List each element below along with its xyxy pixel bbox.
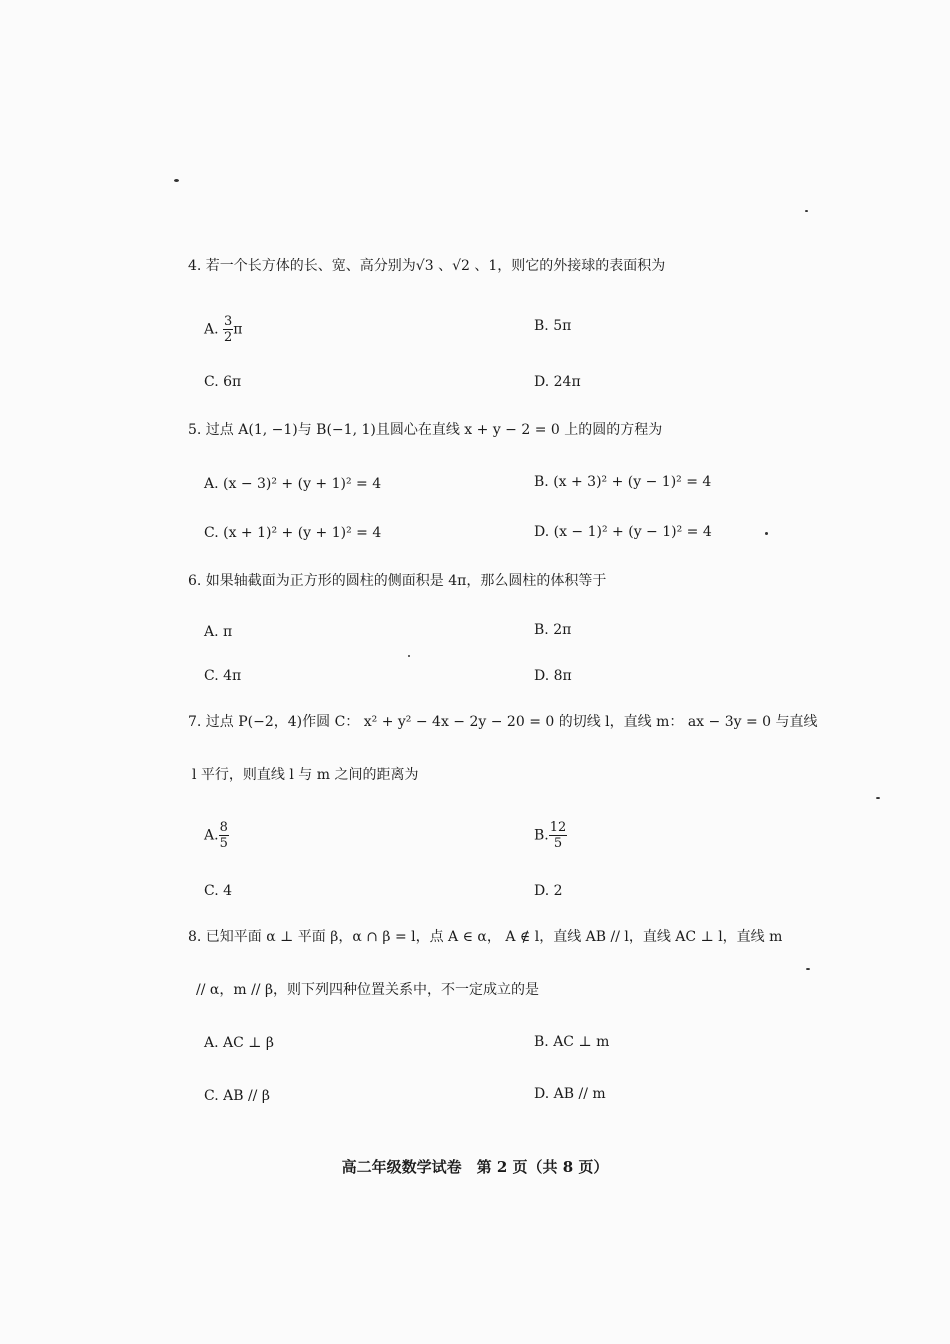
scan-speck [174, 179, 179, 182]
question-5-option-a: A. (x − 3)² + (y + 1)² = 4 [204, 476, 382, 492]
question-4-option-d: D. 24π [534, 374, 581, 390]
scan-speck [876, 797, 880, 799]
question-8-option-c: C. AB // β [204, 1088, 270, 1104]
question-8-option-a: A. AC ⊥ β [204, 1035, 274, 1051]
question-7-option-a [204, 820, 229, 851]
option-label: A. [204, 827, 219, 844]
denominator: 5 [219, 836, 228, 851]
scan-speck [806, 968, 810, 970]
question-4-option-c: C. 6π [204, 374, 242, 390]
question-8-option-d: D. AB // m [534, 1086, 606, 1102]
question-7-stem-continued: l 平行，则直线 l 与 m 之间的距离为 [192, 767, 419, 783]
fraction [223, 314, 233, 345]
option-label: A. [204, 321, 219, 338]
denominator: 5 [553, 836, 563, 851]
option-tail: π [233, 321, 243, 338]
question-7-option-c: C. 4 [204, 883, 233, 899]
numerator: 8 [219, 820, 228, 835]
fraction [549, 820, 568, 851]
question-7-option-d: D. 2 [534, 883, 563, 899]
question-8-option-b: B. AC ⊥ m [534, 1034, 610, 1050]
scan-speck [765, 532, 768, 535]
fraction [219, 820, 229, 851]
scan-speck [805, 210, 808, 212]
option-label: B. [534, 827, 549, 844]
question-6-stem: 6. 如果轴截面为正方形的圆柱的侧面积是 4π，那么圆柱的体积等于 [188, 573, 607, 589]
question-4-stem: 4. 若一个长方体的长、宽、高分别为√3 、√2 、1，则它的外接球的表面积为 [188, 258, 666, 274]
numerator: 3 [224, 314, 233, 329]
question-6-option-c: C. 4π [204, 668, 242, 684]
denominator: 2 [224, 330, 233, 345]
question-7-stem: 7. 过点 P(−2，4)作圆 C： x² + y² − 4x − 2y − 20 = 0 的切线 l，直线 m： ax − 3y = 0 与直线 [188, 714, 818, 730]
question-4-option-a [204, 314, 243, 345]
question-7-option-b [534, 820, 567, 851]
question-5-stem: 5. 过点 A(1, −1)与 B(−1, 1)且圆心在直线 x + y − 2 = 0 上的圆的方程为 [188, 422, 663, 438]
question-5-option-d: D. (x − 1)² + (y − 1)² = 4 [534, 524, 712, 540]
numerator: 12 [549, 820, 567, 835]
scan-speck [408, 655, 410, 657]
question-8-stem: 8. 已知平面 α ⊥ 平面 β，α ∩ β = l，点 A ∈ α， A ∉ l，直线 AB // l，直线 AC ⊥ l，直线 m [188, 929, 783, 945]
question-8-stem-continued: // α，m // β，则下列四种位置关系中，不一定成立的是 [196, 982, 540, 998]
question-6-option-a: A. π [204, 624, 233, 640]
question-5-option-b: B. (x + 3)² + (y − 1)² = 4 [534, 474, 712, 490]
question-4-option-b: B. 5π [534, 318, 572, 334]
page-footer: 高二年级数学试卷 第 2 页（共 8 页） [341, 1158, 609, 1176]
question-5-option-c: C. (x + 1)² + (y + 1)² = 4 [204, 525, 382, 541]
question-6-option-d: D. 8π [534, 668, 572, 684]
question-6-option-b: B. 2π [534, 622, 572, 638]
